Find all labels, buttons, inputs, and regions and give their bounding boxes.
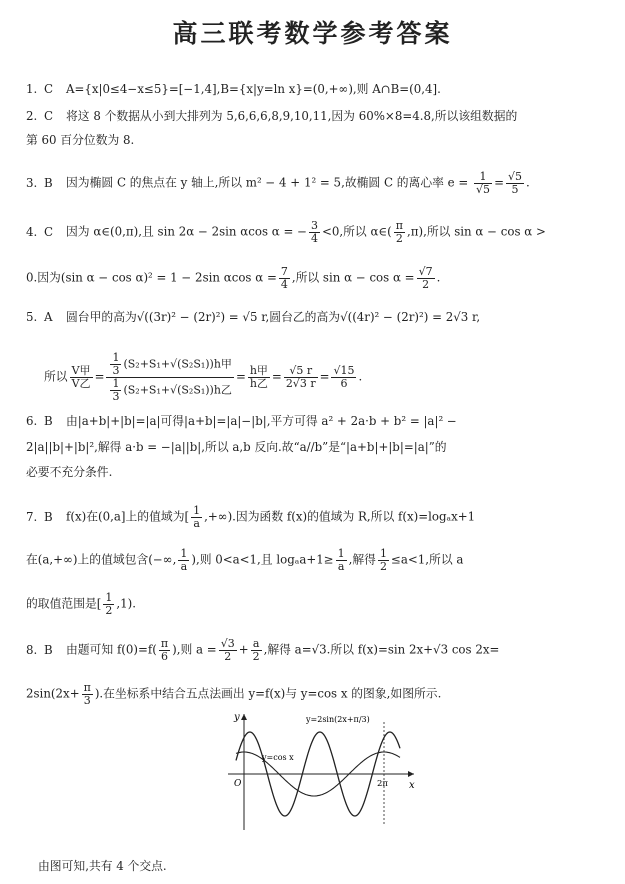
item-number: 1.	[26, 82, 38, 96]
denominator: 2	[105, 604, 113, 617]
item-text: 所以	[44, 369, 68, 384]
numerator: π	[395, 219, 404, 232]
denominator: a	[337, 560, 345, 573]
item-text: =	[319, 369, 330, 384]
item-text: +	[238, 642, 249, 657]
item-answer: C	[44, 82, 54, 96]
fraction	[110, 352, 121, 377]
item-text: 圆台甲的高为√((3r)² − (2r)²) = √5 r,圆台乙的高为√((4r)² − (2r)²) = 2√3 r,	[66, 310, 481, 324]
item-answer: C	[44, 109, 54, 123]
numerator: 1	[105, 591, 113, 604]
answer-6	[26, 414, 457, 428]
answer-2	[26, 109, 517, 123]
item-text: 由|a+b|+|b|=|a|可得|a+b|=|a|−|b|,平方可得 a² + 2a·b + b² = |a|² −	[66, 414, 457, 428]
item-text: ,1).	[116, 596, 136, 611]
denominator: √5	[476, 183, 491, 196]
fraction	[159, 638, 170, 663]
numerator	[106, 352, 233, 378]
item-text: 2sin(2x+	[26, 686, 80, 701]
item-text: 0.因为(sin α − cos α)² = 1 − 2sin αcos α =	[26, 270, 277, 285]
fraction	[309, 220, 320, 245]
denominator: 4	[280, 278, 288, 291]
denominator	[106, 378, 233, 403]
fraction	[279, 266, 290, 291]
numerator: h甲	[249, 364, 268, 377]
denominator: 5	[511, 183, 519, 196]
item-text: f(x)在(0,a]上的值域为[	[66, 509, 190, 524]
item-text: 因为 α∈(0,π),且 sin 2α − 2sin αcos α = −	[66, 224, 307, 239]
item-answer: B	[44, 509, 53, 524]
y-axis-arrow	[241, 714, 247, 720]
curve-label-2sin: y=2sin(2x+π/3)	[306, 715, 370, 724]
item-text: ).在坐标系中结合五点法画出 y=f(x)与 y=cos x 的图象,如图所示.	[94, 686, 442, 701]
answer-8-cont	[26, 682, 441, 707]
numerator: V甲	[71, 364, 91, 377]
item-text: .	[358, 369, 363, 384]
fraction	[506, 171, 524, 196]
item-text: A={x|0≤4−x≤5}=[−1,4],B={x|y=ln x}=(0,+∞),则 A∩B=(0,4].	[66, 82, 441, 96]
item-text: .	[525, 175, 530, 190]
answer-2-cont	[26, 133, 134, 147]
item-text: ≤a<1,所以 a	[391, 552, 464, 567]
item-number: 6.	[26, 414, 38, 428]
conclusion: 由图可知,共有 4 个交点.	[38, 859, 167, 873]
denominator: 2	[252, 650, 260, 663]
x-axis-arrow	[408, 771, 414, 777]
x-label: x	[409, 780, 415, 791]
fraction	[70, 365, 93, 390]
answer-7-cont1	[26, 548, 463, 573]
expression: (S₂+S₁+√(S₂S₁))h乙	[123, 383, 232, 397]
item-number: 7.	[26, 509, 38, 524]
item-text: 因为椭圆 C 的焦点在 y 轴上,所以 m² − 4 + 1² = 5,故椭圆 C 的离心率 e =	[66, 175, 469, 190]
item-text: ,解得	[348, 552, 376, 567]
item-text: 将这 8 个数据从小到大排列为 5,6,6,6,8,9,10,11,因为 60%×8=4.8,所以该组数据的	[66, 109, 518, 123]
numerator: π	[83, 681, 91, 694]
item-answer: A	[44, 310, 53, 324]
denominator: V乙	[71, 377, 91, 390]
curve-label-cos: y=cos x	[262, 753, 294, 762]
fraction	[331, 365, 356, 390]
numerator: √7	[418, 265, 433, 278]
numerator: 1	[337, 547, 345, 560]
item-text: 在(a,+∞)上的值域包含(−∞,	[26, 552, 177, 567]
numerator: 1	[474, 171, 492, 184]
item-text: <0,所以 α∈(	[321, 224, 392, 239]
expression: (S₂+S₁+√(S₂S₁))h甲	[123, 357, 232, 371]
item-text: ),则 a =	[172, 642, 217, 657]
answer-3	[26, 171, 530, 196]
item-text: 的取值范围是[	[26, 596, 102, 611]
item-text: ),则 0<a<1,且 logₐa+1≥	[191, 552, 334, 567]
item-number: 4.	[26, 224, 38, 239]
numerator: √5	[507, 170, 522, 183]
tick-2pi: 2π	[377, 779, 388, 789]
denominator: 2	[380, 560, 387, 573]
denominator: 6	[160, 650, 168, 663]
answer-5	[26, 310, 480, 324]
origin-label: O	[234, 779, 242, 789]
answer-7	[26, 505, 475, 530]
fraction	[103, 592, 114, 617]
denominator: 2	[422, 278, 430, 291]
item-answer: B	[44, 414, 53, 428]
answer-1	[26, 82, 441, 96]
item-number: 2.	[26, 109, 38, 123]
item-text: 2|a||b|+|b|²,解得 a·b = −|a||b|,所以 a,b 反向.故“a//b”是“|a+b|+|b|=|a|”的	[26, 440, 447, 454]
big-fraction	[106, 352, 233, 403]
fraction	[219, 638, 237, 663]
answer-4	[26, 220, 546, 245]
fraction	[248, 365, 270, 390]
item-text: ,π),所以 sin α − cos α >	[407, 224, 546, 239]
denominator: 3	[83, 694, 91, 707]
answer-6-cont2	[26, 465, 112, 479]
fraction	[336, 548, 347, 573]
fraction	[394, 220, 405, 245]
numerator: 1	[193, 504, 201, 517]
fraction	[110, 378, 121, 403]
item-text: ,所以 sin α − cos α =	[291, 270, 415, 285]
numerator: √15	[333, 364, 355, 377]
denominator: 2	[395, 232, 403, 245]
item-answer: B	[44, 175, 53, 190]
fraction	[474, 171, 492, 196]
item-text: 由题可知 f(0)=f(	[66, 642, 157, 657]
answer-8	[26, 638, 499, 663]
denominator: a	[180, 560, 188, 573]
item-text: ,解得 a=√3.所以 f(x)=sin 2x+√3 cos 2x=	[263, 642, 500, 657]
item-number: 8.	[26, 642, 38, 657]
denominator: 2	[224, 650, 232, 663]
item-text: 第 60 百分位数为 8.	[26, 133, 135, 147]
page-title: 高三联考数学参考答案	[172, 19, 453, 48]
denominator: 4	[310, 232, 318, 245]
denominator: 3	[112, 390, 120, 403]
fraction	[191, 505, 202, 530]
fraction	[417, 266, 435, 291]
numerator: √5 r	[284, 365, 318, 378]
numerator: 7	[280, 265, 288, 278]
answer-7-cont2	[26, 592, 136, 617]
y-label: y	[234, 712, 240, 723]
numerator: 1	[380, 547, 387, 560]
item-text: ,+∞).因为函数 f(x)的值域为 R,所以 f(x)=logₐx+1	[204, 509, 476, 524]
numerator: 3	[310, 219, 318, 232]
denominator: 3	[112, 364, 120, 377]
denominator: h乙	[249, 377, 268, 390]
item-number: 5.	[26, 310, 38, 324]
denominator: 2√3 r	[285, 377, 316, 390]
denominator: 6	[340, 377, 348, 390]
answer-6-cont1	[26, 440, 447, 454]
answer-5-cont: 所以 $\frac{\text{V甲}}{\text{V乙}}$ = $\frac{1}{3}$ (S₂+S₁+√(S₂S₁))h甲 $\frac{1}{3}$ (S₂+S₁+√(S₂S₁))h乙 = $\frac{\text{h甲}}{\text{h乙}}$ = $\frac{√5 r}{2√3 r}$ = $\frac{√15}{6}$ .	[44, 351, 363, 403]
item-text: =	[271, 369, 282, 384]
item-text: 必要不充分条件.	[26, 465, 113, 479]
item-number: 3.	[26, 175, 38, 190]
numerator: √3	[220, 637, 235, 650]
numerator: a	[251, 638, 262, 651]
item-text: .	[436, 270, 441, 285]
item-answer: B	[44, 642, 53, 657]
fraction	[251, 638, 262, 663]
fraction	[284, 365, 318, 390]
numerator: π	[160, 637, 169, 650]
item-text: =	[494, 175, 504, 190]
numerator: 1	[180, 547, 188, 560]
fraction	[178, 548, 189, 573]
function-graph	[214, 708, 419, 833]
answer-4-cont	[26, 266, 440, 291]
numerator: 1	[112, 351, 120, 364]
fraction	[378, 548, 389, 573]
fraction	[82, 682, 93, 707]
numerator: 1	[112, 377, 120, 390]
item-answer: C	[44, 224, 54, 239]
denominator: a	[193, 517, 200, 530]
